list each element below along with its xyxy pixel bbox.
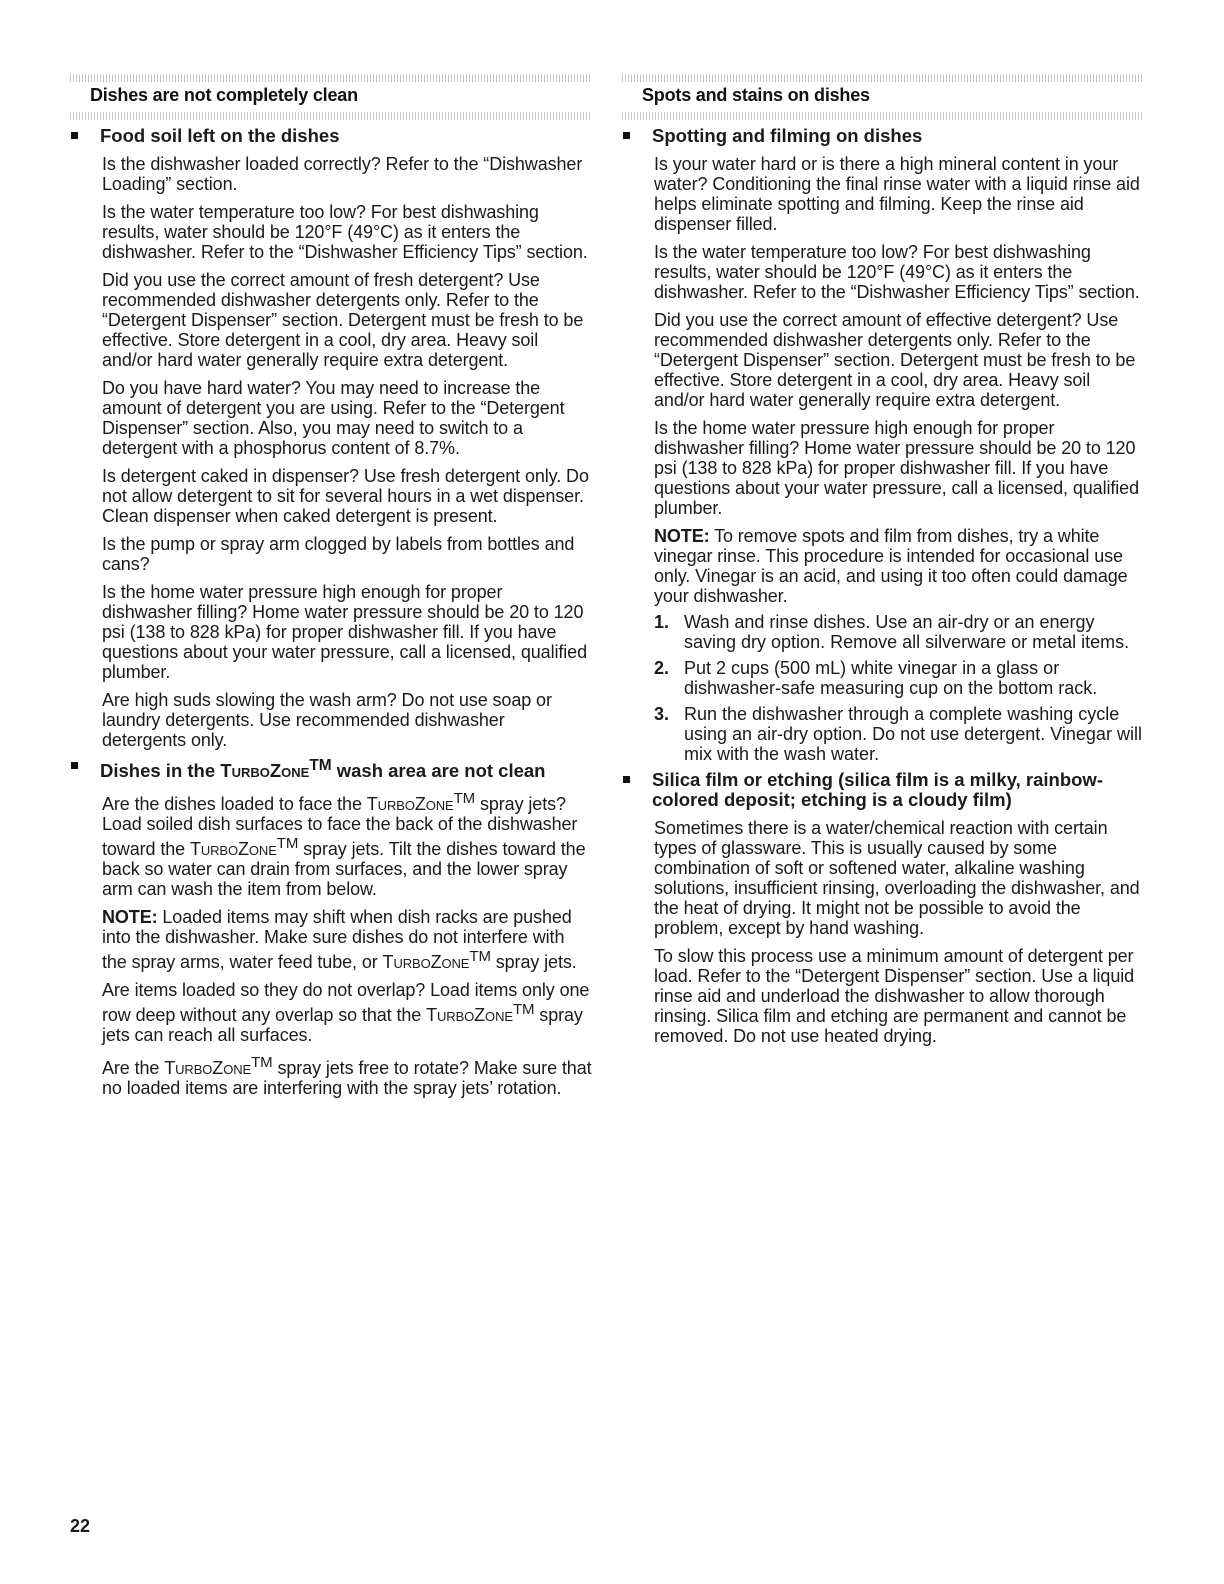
paragraph: Is detergent caked in dispenser? Use fresh detergent only. Do not allow detergent to sit for several hours in a wet dispenser. Clean dispenser when caked detergent is present.: [102, 466, 589, 526]
paragraph: Is your water hard or is there a high mineral content in your water? Conditioning the final rinse water with a liquid rinse aid helps eliminate spotting and filming. Keep the rinse aid dispenser filled.: [654, 154, 1140, 234]
vinegar-rinse-steps: [622, 606, 1144, 764]
section-title: Dishes are not completely clean: [90, 85, 358, 105]
paragraph: To slow this process use a minimum amount of detergent per load. Refer to the “Detergent Dispenser” section. Use a liquid rinse aid and underload the dishwasher to allow thorough rinsing. Silica film and etching are permanent and cannot be removed. Do not use heated drying.: [654, 946, 1135, 1046]
section-header-spots-stains: [622, 74, 1144, 120]
topic-heading-silica: Silica film or etching (silica film is a milky, rainbow-colored deposit; etching is a cloudy film): [622, 770, 1144, 810]
paragraph: Is the dishwasher loaded correctly? Refer to the “Dishwasher Loading” section.: [102, 154, 583, 194]
note-paragraph: NOTE: Loaded items may shift when dish racks are pushed into the dishwasher. Make sure dishes do not interfere with the spray arms, water feed tube, or TurboZone™ spray jets.: [102, 907, 577, 973]
bullet-icon: [623, 776, 630, 783]
left-column: [70, 74, 592, 1098]
paragraph: Did you use the correct amount of fresh detergent? Use recommended dishwasher detergents only. Refer to the “Detergent Dispenser” section. Detergent must be fresh to be effective. Store detergent in a cool, dry area. Heavy soil and/or hard water generally require extra detergent.: [102, 270, 584, 370]
brand-name: TurboZone: [220, 760, 310, 782]
paragraph: Are the dishes loaded to face the TurboZone™ spray jets? Load soiled dish surfaces to face the back of the dishwasher toward the TurboZone™ spray jets. Tilt the dishes toward the back so water can drain from surfaces, and the lower spray arm can wash the item from below.: [102, 790, 586, 900]
note-paragraph: NOTE: To remove spots and film from dishes, try a white vinegar rinse. This procedure is intended for occasional use only. Vinegar is an acid, and using it too often could damage your dishwasher.: [654, 526, 1128, 606]
list-item: 3. Run the dishwasher through a complete washing cycle using an air-dry option. Do not use detergent. Vinegar will mix with the wash water.: [654, 704, 1142, 764]
paragraph: Is the home water pressure high enough for proper dishwasher filling? Home water pressure should be 20 to 120 psi (138 to 828 kPa) for proper dishwasher fill. If you have questions about your water pressure, call a licensed, qualified plumber.: [654, 418, 1139, 518]
paragraph: Is the pump or spray arm clogged by labels from bottles and cans?: [102, 534, 575, 574]
topic-heading-food-soil: Food soil left on the dishes: [70, 126, 592, 146]
paragraph: Is the water temperature too low? For best dishwashing results, water should be 120°F (49°C) as it enters the dishwasher. Refer to the “Dishwasher Efficiency Tips” section.: [654, 242, 1140, 302]
list-item: 1. Wash and rinse dishes. Use an air-dry or an energy saving dry option. Remove all silverware or metal items.: [654, 612, 1130, 652]
paragraph: Is the home water pressure high enough for proper dishwasher filling? Home water pressure should be 20 to 120 psi (138 to 828 kPa) for proper dishwasher fill. If you have questions about your water pressure, call a licensed, qualified plumber.: [102, 582, 587, 682]
bullet-icon: [623, 132, 630, 139]
topic-heading-spotting: Spotting and filming on dishes: [622, 126, 1144, 146]
paragraph: Do you have hard water? You may need to increase the amount of detergent you are using. Refer to the “Detergent Dispenser” section. Also, you may need to switch to a detergent with a phosphorus content of 8.7%.: [102, 378, 565, 458]
paragraph: Are the TurboZone™ spray jets free to rotate? Make sure that no loaded items are interfering with the spray jets’ rotation.: [102, 1054, 592, 1099]
bullet-icon: [71, 132, 78, 139]
page-number: 22: [70, 1516, 91, 1536]
paragraph: Did you use the correct amount of effective detergent? Use recommended dishwasher detergents only. Refer to the “Detergent Dispenser” section. Detergent must be fresh to be effective. Store detergent in a cool, dry area. Heavy soil and/or hard water generally require extra detergent.: [654, 310, 1136, 410]
paragraph: Sometimes there is a water/chemical reaction with certain types of glassware. This is usually caused by some combination of soft or softened water, alkaline washing solutions, insufficient rinsing, overloading the dishwasher, and the heat of drying. It might not be possible to avoid the problem, except by hand washing.: [654, 818, 1140, 938]
trademark: TM: [309, 757, 332, 774]
note-label: NOTE:: [654, 526, 710, 546]
section-header-dishes-not-clean: [70, 74, 592, 120]
note-label: NOTE:: [102, 907, 158, 928]
paragraph: Are items loaded so they do not overlap? Load items only one row deep without any overlap so that the TurboZone™ spray jets can reach all surfaces.: [102, 980, 590, 1046]
topic-heading-turbozone: Dishes in the TurboZone™ wash area are not clean: [70, 756, 592, 781]
right-column: [622, 74, 1144, 1046]
paragraph: Are high suds slowing the wash arm? Do not use soap or laundry detergents. Use recommended dishwasher detergents only.: [102, 690, 552, 750]
bullet-icon: [71, 762, 78, 769]
list-item: 2. Put 2 cups (500 mL) white vinegar in a glass or dishwasher-safe measuring cup on the bottom rack.: [654, 658, 1098, 698]
section-title: Spots and stains on dishes: [642, 85, 870, 105]
paragraph: Is the water temperature too low? For best dishwashing results, water should be 120°F (49°C) as it enters the dishwasher. Refer to the “Dishwasher Efficiency Tips” section.: [102, 202, 588, 262]
